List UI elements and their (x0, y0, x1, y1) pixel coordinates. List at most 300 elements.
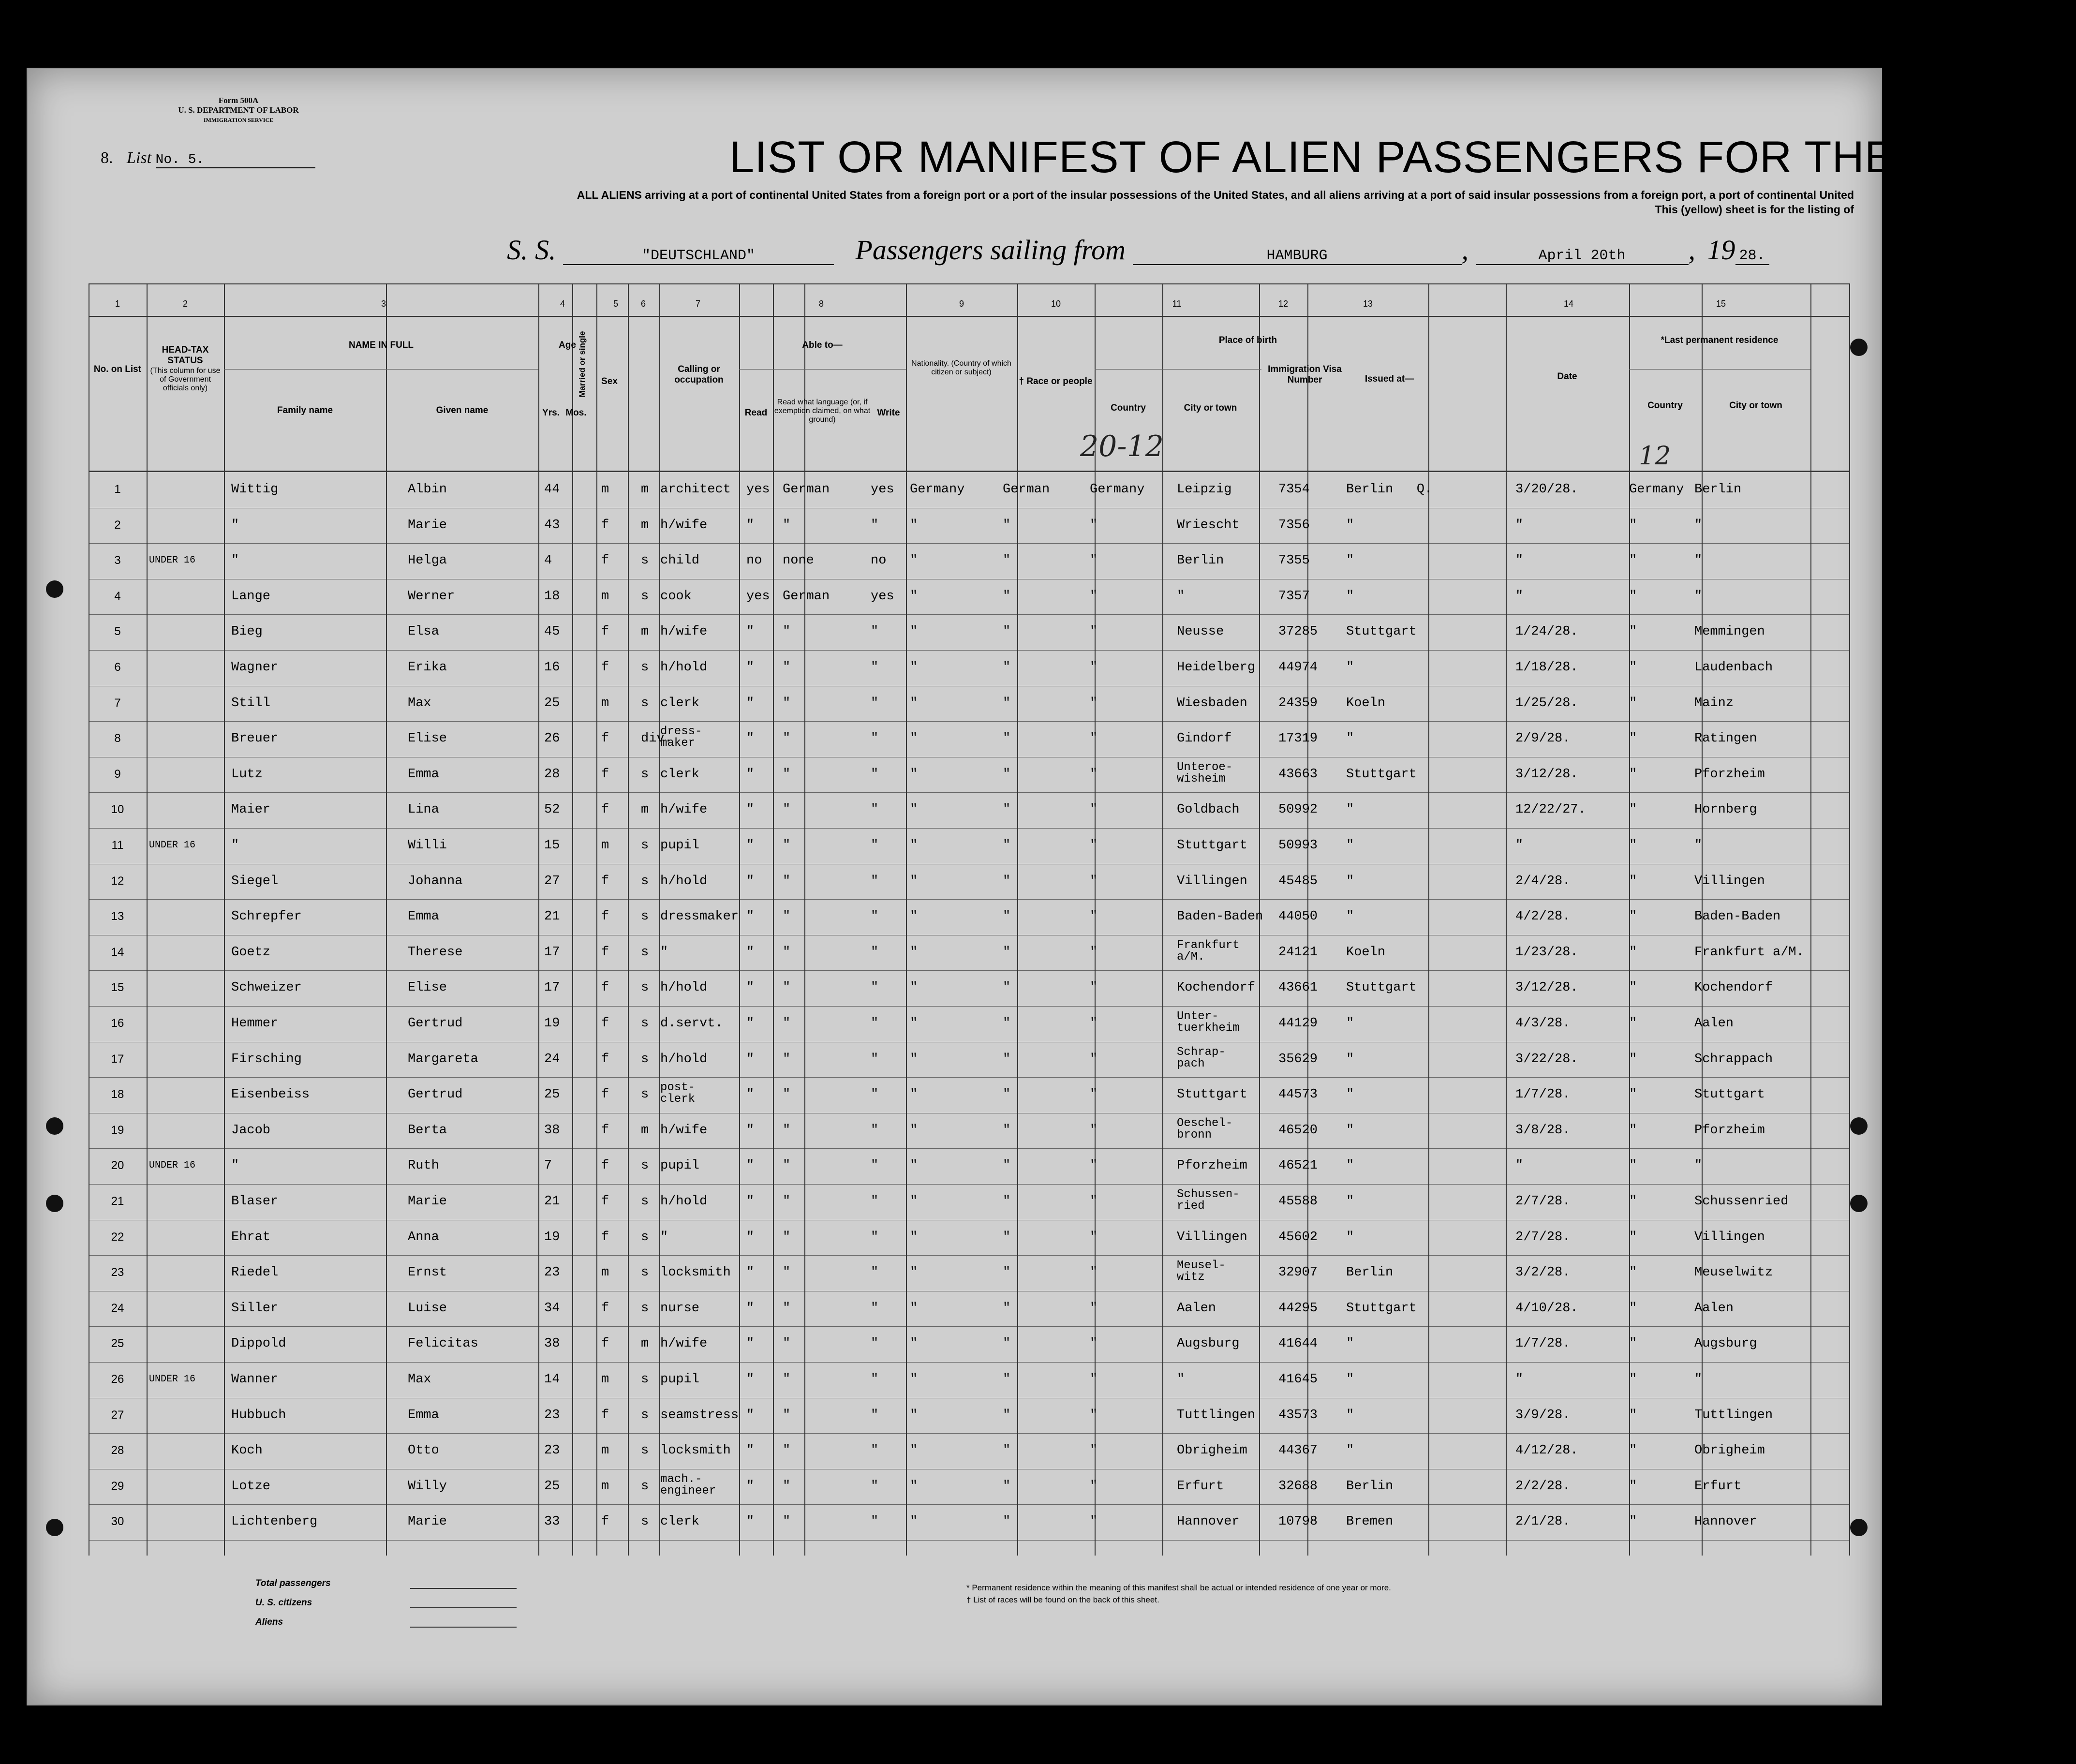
residence-city: Tuttlingen (1694, 1408, 1773, 1423)
issued-at: Koeln (1346, 696, 1386, 711)
residence-country: " (1629, 1194, 1637, 1209)
row-divider (89, 1184, 1849, 1185)
read-language: " (783, 1265, 791, 1280)
age-years: 25 (544, 1479, 560, 1494)
manifest-subtitle (161, 188, 1854, 217)
read-language: " (783, 518, 791, 533)
birth-country: " (1090, 731, 1098, 746)
column-border (773, 283, 774, 1556)
occupation: pupil (660, 838, 700, 853)
marital-status: s (641, 1158, 649, 1173)
residence-country: " (1629, 696, 1637, 711)
issued-at: " (1346, 553, 1354, 568)
visa-date: " (1515, 1158, 1524, 1173)
read: " (746, 1336, 755, 1351)
residence-country: " (1629, 660, 1637, 675)
residence-city: Laudenbach (1694, 660, 1773, 675)
issued-at: Stuttgart (1346, 980, 1417, 995)
row-divider (89, 1255, 1849, 1256)
column-number: 8 (818, 299, 824, 309)
family-name: Eisenbeiss (231, 1087, 310, 1102)
residence-city: Schussenried (1694, 1194, 1789, 1209)
issued-at: " (1346, 802, 1354, 817)
head-tax-status: UNDER 16 (149, 1160, 196, 1171)
nationality: " (910, 1123, 918, 1138)
write: " (871, 1158, 879, 1173)
issued-at: " (1346, 518, 1354, 533)
issued-at: " (1346, 660, 1354, 675)
visa-date: " (1515, 1372, 1524, 1387)
issued-at: " (1346, 1372, 1354, 1387)
read-language: " (783, 1123, 791, 1138)
family-name: Goetz (231, 945, 271, 960)
family-name: Ehrat (231, 1230, 271, 1245)
row-number: 15 (111, 981, 124, 994)
visa-date: 2/7/28. (1515, 1230, 1571, 1245)
nationality: " (910, 660, 918, 675)
sex: f (601, 1087, 609, 1102)
column-border (596, 283, 597, 1556)
issued-at: " (1346, 731, 1354, 746)
marital-status: s (641, 909, 649, 924)
marital-status: m (641, 1336, 649, 1351)
visa-number: 45602 (1278, 1230, 1318, 1245)
residence-city: Berlin (1694, 482, 1742, 497)
given-name: Emma (408, 1408, 439, 1423)
race: " (1003, 1443, 1011, 1458)
age-years: 25 (544, 1087, 560, 1102)
sex: f (601, 1514, 609, 1529)
row-divider (89, 1540, 1849, 1541)
read-language: " (783, 1087, 791, 1102)
issued-at: " (1346, 909, 1354, 924)
nationality: " (910, 1443, 918, 1458)
read-language: " (783, 1301, 791, 1316)
birth-country: " (1090, 945, 1098, 960)
row-number: 27 (111, 1408, 124, 1422)
visa-date: 1/23/28. (1515, 945, 1578, 960)
issued-at: " (1346, 1158, 1354, 1173)
age-years: 23 (544, 1443, 560, 1458)
residence-city: Schrappach (1694, 1052, 1773, 1067)
race: " (1003, 553, 1011, 568)
write: yes (871, 482, 894, 497)
read-language: " (783, 1230, 791, 1245)
birth-city: Wiesbaden (1177, 696, 1247, 711)
marital-status: s (641, 696, 649, 711)
issued-at: " (1346, 1443, 1354, 1458)
race: " (1003, 696, 1011, 711)
read-language: none (783, 553, 814, 568)
column-border (147, 283, 148, 1556)
issued-at: " (1346, 1087, 1354, 1102)
residence-country: Germany (1629, 482, 1684, 497)
birth-city: Pforzheim (1177, 1158, 1247, 1173)
form-department: U. S. DEPARTMENT OF LABOR (178, 105, 299, 115)
age-years: 17 (544, 945, 560, 960)
read: " (746, 1408, 755, 1423)
occupation: locksmith (660, 1265, 731, 1280)
age-years: 38 (544, 1336, 560, 1351)
row-number: 7 (114, 696, 121, 710)
read: yes (746, 589, 770, 604)
row-number: 6 (114, 661, 121, 674)
write: " (871, 1514, 879, 1529)
residence-country: " (1629, 1087, 1637, 1102)
visa-date: " (1515, 553, 1524, 568)
residence-city: Obrigheim (1694, 1443, 1765, 1458)
family-name: Still (231, 696, 271, 711)
visa-date: 12/22/27. (1515, 802, 1586, 817)
family-name: Wagner (231, 660, 279, 675)
nationality: " (910, 802, 918, 817)
race: " (1003, 1301, 1011, 1316)
row-number: 30 (111, 1515, 124, 1528)
read-language: " (783, 1372, 791, 1387)
age-years: 45 (544, 624, 560, 639)
residence-country: " (1629, 945, 1637, 960)
sex: f (601, 909, 609, 924)
row-number: 1 (114, 483, 121, 496)
header-place-of-birth: Place of birth (1218, 335, 1277, 345)
visa-date: 1/7/28. (1515, 1087, 1571, 1102)
column-border (1506, 283, 1507, 1556)
nationality: " (910, 553, 918, 568)
sex: m (601, 1479, 609, 1494)
occupation: clerk (660, 696, 700, 711)
sex: m (601, 1443, 609, 1458)
visa-date: 4/3/28. (1515, 1016, 1571, 1031)
residence-city: Frankfurt a/M. (1694, 945, 1804, 960)
read: " (746, 1372, 755, 1387)
occupation: pupil (660, 1372, 700, 1387)
race: " (1003, 1158, 1011, 1173)
residence-city: Kochendorf (1694, 980, 1773, 995)
race: " (1003, 1087, 1011, 1102)
birth-country: " (1090, 589, 1098, 604)
residence-city: Augsburg (1694, 1336, 1757, 1351)
residence-country: " (1629, 1052, 1637, 1067)
residence-city: Memmingen (1694, 624, 1765, 639)
given-name: Luise (408, 1301, 447, 1316)
year-prefix: 19 (1707, 234, 1735, 266)
birth-country: " (1090, 980, 1098, 995)
departure-port: HAMBURG (1133, 248, 1462, 265)
row-divider (89, 970, 1849, 971)
visa-date: 1/25/28. (1515, 696, 1578, 711)
age-years: 23 (544, 1265, 560, 1280)
nationality: " (910, 696, 918, 711)
given-name: Emma (408, 909, 439, 924)
header-married-or-single: Married or single (578, 331, 587, 398)
birth-country: " (1090, 1194, 1098, 1209)
nationality: " (910, 1230, 918, 1245)
header-sex: Sex (601, 376, 618, 386)
residence-city: Mainz (1694, 696, 1734, 711)
nationality: " (910, 1514, 918, 1529)
residence-city: Ratingen (1694, 731, 1757, 746)
read: " (746, 980, 755, 995)
birth-country: " (1090, 1408, 1098, 1423)
row-number: 21 (111, 1195, 124, 1208)
race: " (1003, 731, 1011, 746)
marital-status: s (641, 767, 649, 782)
birth-country: " (1090, 1479, 1098, 1494)
age-years: 27 (544, 874, 560, 889)
write: no (871, 553, 887, 568)
marital-status: s (641, 874, 649, 889)
write: " (871, 1336, 879, 1351)
given-name: Ernst (408, 1265, 447, 1280)
occupation: d.servt. (660, 1016, 723, 1031)
birth-city: Unteroe- wisheim (1177, 760, 1233, 786)
family-name: Schrepfer (231, 909, 302, 924)
birth-country: " (1090, 1016, 1098, 1031)
issued-at: Koeln (1346, 945, 1386, 960)
issued-at: " (1346, 1336, 1354, 1351)
issued-at: " (1346, 874, 1354, 889)
given-name: Werner (408, 589, 455, 604)
column-border (1428, 283, 1429, 1556)
family-name: Bieg (231, 624, 263, 639)
visa-date: 3/12/28. (1515, 767, 1578, 782)
family-name: Lutz (231, 767, 263, 782)
race: German (1003, 482, 1050, 497)
binder-hole (46, 1519, 63, 1536)
write: " (871, 660, 879, 675)
race: " (1003, 909, 1011, 924)
write: " (871, 1408, 879, 1423)
read: " (746, 660, 755, 675)
family-name: Lotze (231, 1479, 271, 1494)
issued-at: " (1346, 1230, 1354, 1245)
column-number: 7 (695, 299, 700, 309)
column-number: 12 (1278, 299, 1289, 309)
birth-city: Kochendorf (1177, 980, 1256, 995)
residence-country: " (1629, 1301, 1637, 1316)
given-name: Gertrud (408, 1087, 463, 1102)
write: " (871, 1443, 879, 1458)
marital-status: s (641, 980, 649, 995)
visa-number: 44129 (1278, 1016, 1318, 1031)
footnote-residence: * Permanent residence within the meaning of this manifest shall be actual or intended residence of one year or more. (966, 1583, 1391, 1592)
nationality: " (910, 1336, 918, 1351)
residence-country: " (1629, 589, 1637, 604)
header-read-language: Read what language (or, if exemption claimed, on what ground) (774, 398, 871, 424)
write: " (871, 731, 879, 746)
birth-country: " (1090, 1158, 1098, 1173)
column-number: 13 (1363, 299, 1373, 309)
read: " (746, 696, 755, 711)
visa-number: 44367 (1278, 1443, 1318, 1458)
occupation: dress- maker (660, 725, 702, 750)
marital-status: s (641, 1514, 649, 1529)
read-language: " (783, 1408, 791, 1423)
header-issued-at: Issued at— (1364, 374, 1414, 384)
residence-city: Pforzheim (1694, 767, 1765, 782)
visa-date: 3/2/28. (1515, 1265, 1571, 1280)
birth-country: " (1090, 660, 1098, 675)
ship-prefix: S. S. (507, 234, 556, 266)
family-name: " (231, 553, 239, 568)
race: " (1003, 1372, 1011, 1387)
header-last-residence: *Last permanent residence (1661, 335, 1779, 345)
given-name: Felicitas (408, 1336, 478, 1351)
column-border (1810, 283, 1811, 1556)
visa-number: 44974 (1278, 660, 1318, 675)
row-number: 2 (114, 518, 121, 532)
nationality: " (910, 1052, 918, 1067)
marital-status: s (641, 1087, 649, 1102)
head-tax-status: UNDER 16 (149, 555, 196, 566)
binder-hole (46, 580, 63, 598)
read-language: " (783, 731, 791, 746)
age-years: 26 (544, 731, 560, 746)
visa-number: 43661 (1278, 980, 1318, 995)
visa-number: 24121 (1278, 945, 1318, 960)
visa-date: 1/7/28. (1515, 1336, 1571, 1351)
header-family-name: Family name (277, 405, 333, 415)
issued-at: Berlin (1346, 1265, 1394, 1280)
header-name-in-full: NAME IN FULL (348, 340, 414, 350)
birth-city: Tuttlingen (1177, 1408, 1256, 1423)
residence-city: Hannover (1694, 1514, 1757, 1529)
visa-date: 3/20/28. (1515, 482, 1578, 497)
sex: f (601, 624, 609, 639)
visa-number: 44573 (1278, 1087, 1318, 1102)
column-border (739, 283, 740, 1556)
read-language: " (783, 838, 791, 853)
header-given-name: Given name (436, 405, 489, 415)
family-name: Siller (231, 1301, 279, 1316)
write: " (871, 802, 879, 817)
occupation: h/hold (660, 980, 708, 995)
birth-city: Obrigheim (1177, 1443, 1247, 1458)
age-years: 25 (544, 696, 560, 711)
row-divider (89, 792, 1849, 793)
column-border (538, 283, 539, 1556)
handwritten-visa-note: 20-12 (1080, 430, 1164, 463)
given-name: Otto (408, 1443, 439, 1458)
ship-line: S. S. "DEUTSCHLAND" Passengers sailing from HAMBURG , April 20th , 19 28. (507, 234, 1769, 266)
race: " (1003, 1479, 1011, 1494)
write: " (871, 838, 879, 853)
residence-city: Erfurt (1694, 1479, 1742, 1494)
race: " (1003, 1016, 1011, 1031)
visa-number: 41645 (1278, 1372, 1318, 1387)
birth-city: Unter- tuerkheim (1177, 1010, 1240, 1035)
column-border (572, 283, 573, 1556)
visa-date: 3/22/28. (1515, 1052, 1578, 1067)
issued-at: Stuttgart (1346, 767, 1417, 782)
residence-country: " (1629, 1514, 1637, 1529)
age-years: 17 (544, 980, 560, 995)
issued-at: Bremen (1346, 1514, 1394, 1529)
marital-status: s (641, 945, 649, 960)
visa-date: 1/18/28. (1515, 660, 1578, 675)
birth-city: Leipzig (1177, 482, 1232, 497)
visa-number: 45588 (1278, 1194, 1318, 1209)
occupation: architect (660, 482, 731, 497)
age-years: 7 (544, 1158, 552, 1173)
read: " (746, 1123, 755, 1138)
sex: f (601, 802, 609, 817)
read: " (746, 909, 755, 924)
sailing-label: Passengers sailing from (855, 234, 1126, 266)
residence-country: " (1629, 1265, 1637, 1280)
read: " (746, 1265, 755, 1280)
column-number: 2 (182, 299, 188, 309)
family-name: " (231, 518, 239, 533)
family-name: Wittig (231, 482, 279, 497)
marital-status: s (641, 1052, 649, 1067)
marital-status: m (641, 802, 649, 817)
marital-status: s (641, 1230, 649, 1245)
age-years: 52 (544, 802, 560, 817)
given-name: Marie (408, 1514, 447, 1529)
family-name: Breuer (231, 731, 279, 746)
occupation: h/hold (660, 874, 708, 889)
head-tax-status: UNDER 16 (149, 840, 196, 851)
residence-country: " (1629, 1479, 1637, 1494)
header-birth-country: Country (1111, 403, 1146, 413)
read-language: German (783, 589, 830, 604)
marital-status: s (641, 1479, 649, 1494)
race: " (1003, 518, 1011, 533)
row-divider (89, 1077, 1849, 1078)
residence-city: " (1694, 553, 1703, 568)
given-name: Elise (408, 980, 447, 995)
year-suffix: 28. (1735, 248, 1769, 265)
age-years: 19 (544, 1230, 560, 1245)
column-number: 11 (1172, 299, 1182, 309)
header-residence-country: Country (1647, 400, 1683, 411)
read: " (746, 1087, 755, 1102)
occupation: post- clerk (660, 1081, 696, 1106)
visa-number: 7355 (1278, 553, 1310, 568)
row-number: 14 (111, 945, 124, 959)
visa-number: 50993 (1278, 838, 1318, 853)
sex: f (601, 660, 609, 675)
birth-country: " (1090, 909, 1098, 924)
read-language: " (783, 1479, 791, 1494)
occupation: dressmaker (660, 909, 739, 924)
residence-country: " (1629, 1123, 1637, 1138)
race: " (1003, 1408, 1011, 1423)
nationality: " (910, 518, 918, 533)
visa-number: 35629 (1278, 1052, 1318, 1067)
birth-city: Berlin (1177, 553, 1224, 568)
write: " (871, 909, 879, 924)
birth-country: Germany (1090, 482, 1145, 497)
column-number: 4 (560, 299, 565, 309)
birth-city: Goldbach (1177, 802, 1240, 817)
nationality: " (910, 1301, 918, 1316)
family-name: Wanner (231, 1372, 279, 1387)
issued-at: " (1346, 1194, 1354, 1209)
age-years: 34 (544, 1301, 560, 1316)
race: " (1003, 874, 1011, 889)
read-language: " (783, 624, 791, 639)
row-number: 10 (111, 803, 124, 816)
issued-at: Berlin (1346, 1479, 1394, 1494)
given-name: Max (408, 1372, 431, 1387)
visa-date: 2/9/28. (1515, 731, 1571, 746)
birth-country: " (1090, 874, 1098, 889)
family-name: Maier (231, 802, 271, 817)
write: " (871, 696, 879, 711)
birth-country: " (1090, 838, 1098, 853)
